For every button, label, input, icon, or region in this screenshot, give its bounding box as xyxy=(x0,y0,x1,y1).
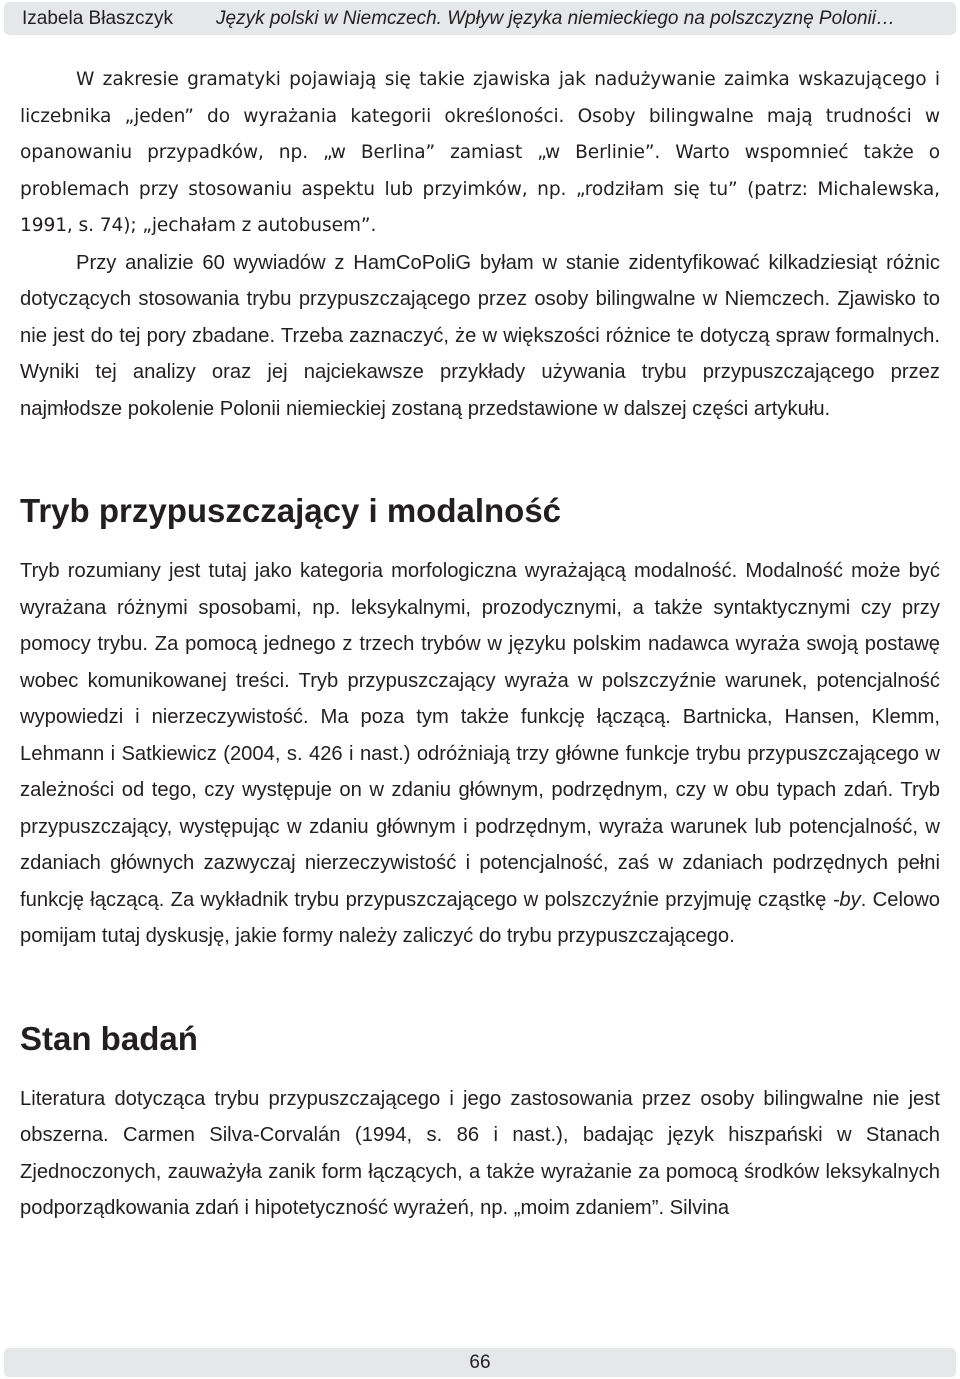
page-number: 66 xyxy=(469,1352,491,1373)
paragraph-tryb-text-2: . Celowo pomijam tutaj dyskusję, jakie formy należy zaliczyć do trybu przypuszczającego. xyxy=(20,888,941,947)
paragraph-tryb xyxy=(20,553,940,955)
paragraph-analysis: Przy analizie 60 wywiadów z HamCoPoliG byłam w stanie zidentyfikować kilkadziesiąt różnic dotyczących stosowania trybu przypuszczającego przez osoby bilingwalne w Niemczech. Zjawisko to nie jest do tej pory zbadane. Trzeba zaznaczyć, że w większości różnice te dotyczą spraw formalnych. Wyniki tej analizy oraz jej najciekawsze przykłady używania trybu przypuszczającego przez najmłodsze pokolenie Polonii niemieckiej zostaną przedstawione w dalszej części artykułu. xyxy=(20,251,940,420)
paragraph-stan: Literatura dotycząca trybu przypuszczającego i jego zastosowania przez osoby bilingwalne nie jest obszerna. Carmen Silva-Corvalán (1994, s. 86 i nast.), badając język hiszpański w Stanach Zjednoczonych, zauważyła zanik form łączących, a także wyrażanie za pomocą środków leksykalnych podporządkowania zdań i hipotetyczność wyrażeń, np. „moim zdaniem”. Silvina xyxy=(20,1087,940,1219)
section-heading-tryb: Tryb przypuszczający i modalność xyxy=(20,492,562,529)
paragraph-tryb-italic: -by xyxy=(832,888,861,911)
header-author: Izabela Błaszczyk xyxy=(22,8,174,29)
running-header xyxy=(4,2,956,35)
section-heading-stan: Stan badań xyxy=(20,1019,198,1057)
paragraph-tryb-text-1: Tryb rozumiany jest tutaj jako kategoria morfologiczna wyrażającą modalność. Modalność może być wyrażana różnymi sposobami, np. leksykalnymi, prozodycznymi, a także syntaktycznymi czy przy pomocy trybu. Za pomocą jednego z trzech trybów w języku polskim nadawca wyraża swoją postawę wobec komunikowanej treści. Tryb przypuszczający wyraża w polszczyźnie warunek, potencjalność wypowiedzi i nierzeczywistość. Ma poza tym także funkcję łączącą. Bartnicka, Hansen, Klemm, Lehmann i Satkiewicz (2004, s. 426 i nast.) odróżniają trzy główne funkcje trybu przypuszczającego w zależności od tego, czy występuje on w zdaniu głównym, podrzędnym, czy w obu typach zdań. Tryb przypuszczający, występując w zdaniu głównym i podrzędnym, wyraża warunek lub potencjalność, w zdaniach głównych zazwyczaj nierzeczywistość i potencjalność, zaś w zdaniach podrzędnych pełni funkcję łączącą. Za wykładnik trybu przypuszczającego w polszczyźnie przyjmuję cząstkę xyxy=(20,560,940,911)
paragraph-grammar: W zakresie gramatyki pojawiają się takie zjawiska jak nadużywanie zaimka wskazującego i liczebnika „jeden” do wyrażania kategorii określoności. Osoby bilingwalne mają trudności w opanowaniu przypadków, np. „w Berlina” zamiast „w Berlinie”. Warto wspomnieć także o problemach przy stosowaniu aspektu lub przyimków, np. „rodziłam się tu” (patrz: Michalewska, 1991, s. 74); „jechałam z autobusem”. xyxy=(20,69,940,236)
page-footer xyxy=(4,1348,956,1377)
header-title: Język polski w Niemczech. Wpływ języka niemieckiego na polszczyznę Polonii… xyxy=(216,8,895,29)
page-body xyxy=(20,62,940,1227)
